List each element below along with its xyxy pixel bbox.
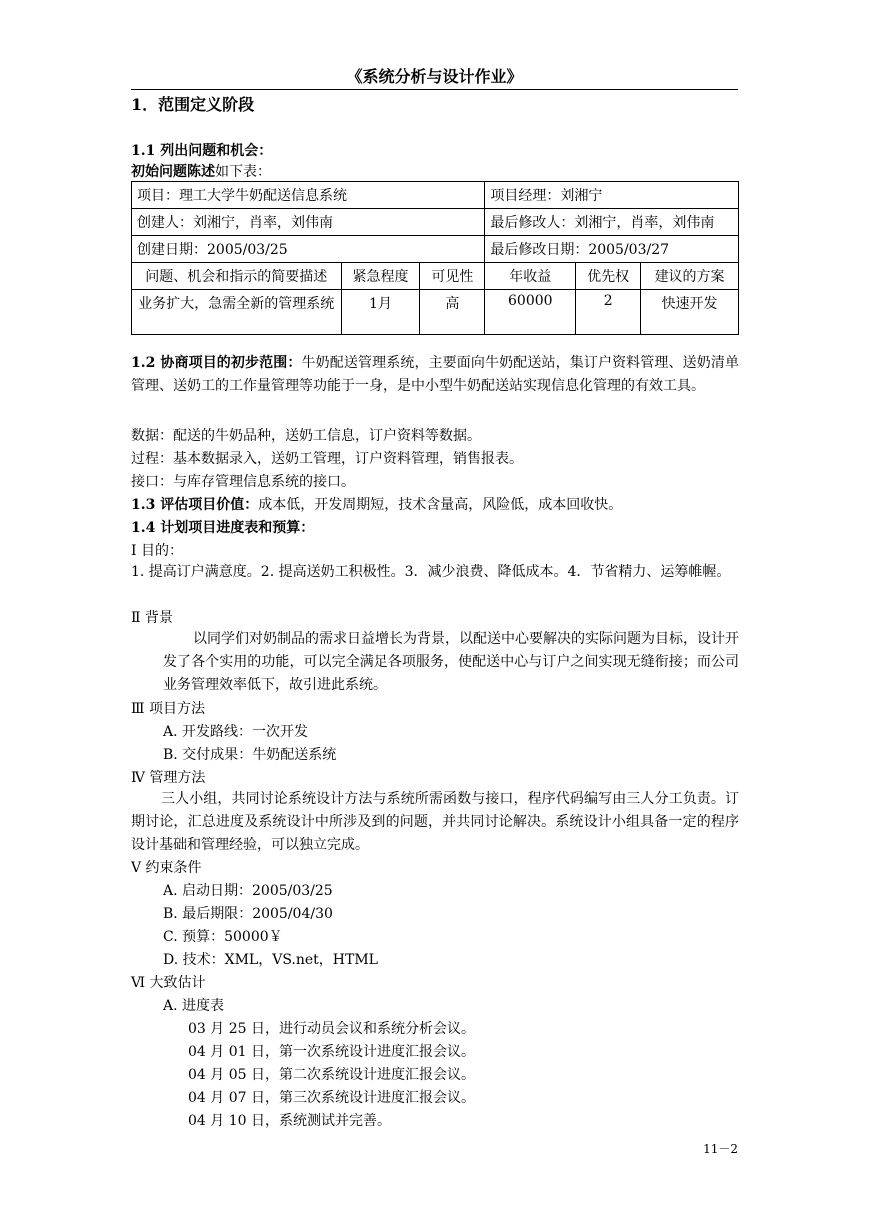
problem-statement-table <box>131 181 739 335</box>
background-title: Ⅱ 背景 <box>131 610 173 626</box>
schedule-item: 04 月 07 日，第三次系统设计进度汇报会议。 <box>188 1090 475 1106</box>
column-header: 可见性 <box>420 263 485 290</box>
management-text: 三人小组，共同讨论系统设计方法与系统所需函数与接口，程序代码编写由三人分工负责。订期讨论，汇总进度及系统设计中所涉及到的问题，并共同讨论解决。系统设计小组具备一定的程序设计基础和管理经验，可以独立完成。 <box>131 791 739 853</box>
table-header-row <box>132 263 739 290</box>
table-intro-rest: 如下表： <box>215 164 271 180</box>
heading-1-2: 1.2 协商项目的初步范围： <box>131 355 302 371</box>
created-cell: 创建日期：2005/03/25 <box>132 236 485 263</box>
page-number: 11－2 <box>703 1142 738 1156</box>
table-row <box>132 236 739 263</box>
constraint-tech: D. 技术：XML，VS.net，HTML <box>163 952 378 968</box>
table-intro <box>131 161 271 181</box>
heading-1-4: 1.4 计划项目进度表和预算： <box>131 520 315 536</box>
method-title: Ⅲ 项目方法 <box>131 701 205 717</box>
column-header: 紧急程度 <box>341 263 420 290</box>
table-cell: 业务扩大，急需全新的管理系统 <box>132 290 342 335</box>
table-row <box>132 209 739 236</box>
column-header: 建议的方案 <box>641 263 739 290</box>
purpose-text: 1. 提高订户满意度。2. 提高送奶工积极性。3．减少浪费、降低成本。4．节省精力、运筹帷幄。 <box>131 564 731 580</box>
table-intro-bold: 初始问题陈述 <box>131 164 215 180</box>
table-cell: 1月 <box>341 290 420 335</box>
management-title: Ⅳ 管理方法 <box>131 770 206 786</box>
heading-1-3: 1.3 评估项目价值： <box>131 497 259 513</box>
purpose-title: Ⅰ 目的： <box>131 543 183 559</box>
scope-process: 过程：基本数据录入，送奶工管理，订户资料管理，销售报表。 <box>131 451 523 467</box>
constraints-title: Ⅴ 约束条件 <box>131 860 202 876</box>
estimate-title: Ⅵ 大致估计 <box>131 975 206 991</box>
table-cell: 快速开发 <box>641 290 739 335</box>
scope-text: 牛奶配送管理系统，主要面向牛奶配送站，集订户资料管理、送奶清单管理、送奶工的工作量管理等功能于一身，是中小型牛奶配送站实现信息化管理的有效工具。 <box>131 355 740 394</box>
constraint-deadline: B. 最后期限：2005/04/30 <box>163 906 333 922</box>
schedule-item: 04 月 05 日，第二次系统设计进度汇报会议。 <box>188 1067 475 1083</box>
method-item-b: B. 交付成果：牛奶配送系统 <box>163 747 337 763</box>
schedule-item: 04 月 10 日，系统测试并完善。 <box>188 1113 391 1129</box>
modifier-cell: 最后修改人：刘湘宁，肖率，刘伟南 <box>485 209 739 236</box>
table-row <box>132 290 739 335</box>
schedule-item: 04 月 01 日，第一次系统设计进度汇报会议。 <box>188 1044 475 1060</box>
column-header: 年收益 <box>485 263 576 290</box>
constraint-start: A. 启动日期：2005/03/25 <box>163 883 333 899</box>
document-header: 《系统分析与设计作业》 <box>131 64 738 90</box>
value-text: 成本低，开发周期短，技术含量高，风险低，成本回收快。 <box>258 497 623 513</box>
table-cell: 60000 <box>485 290 576 335</box>
method-item-a: A. 开发路线：一次开发 <box>163 724 309 740</box>
schedule-item: 03 月 25 日，进行动员会议和系统分析会议。 <box>188 1021 475 1037</box>
table-cell: 高 <box>420 290 485 335</box>
modified-cell: 最后修改日期：2005/03/27 <box>485 236 739 263</box>
schedule-title: A. 进度表 <box>163 998 225 1014</box>
column-header: 优先权 <box>576 263 641 290</box>
section-title: 1．范围定义阶段 <box>131 95 255 114</box>
scope-interface: 接口：与库存管理信息系统的接口。 <box>131 474 355 490</box>
scope-data: 数据：配送的牛奶品种，送奶工信息，订户资料等数据。 <box>131 428 481 444</box>
table-row <box>132 182 739 209</box>
creator-cell: 创建人：刘湘宁，肖率，刘伟南 <box>132 209 485 236</box>
project-cell: 项目：理工大学牛奶配送信息系统 <box>132 182 485 209</box>
manager-cell: 项目经理：刘湘宁 <box>485 182 739 209</box>
background-text: 以同学们对奶制品的需求日益增长为背景，以配送中心要解决的实际问题为目标，设计开发了各个实用的功能，可以完全满足各项服务，使配送中心与订户之间实现无缝衔接；而公司业务管理效率低下，故引进此系统。 <box>163 631 739 693</box>
heading-1-1: 1.1 列出问题和机会： <box>131 143 273 159</box>
column-header: 问题、机会和指示的简要描述 <box>132 263 342 290</box>
scope-paragraph <box>131 352 739 398</box>
value-line <box>131 494 622 514</box>
table-cell: 2 <box>576 290 641 335</box>
constraint-budget: C. 预算：50000￥ <box>163 929 283 945</box>
